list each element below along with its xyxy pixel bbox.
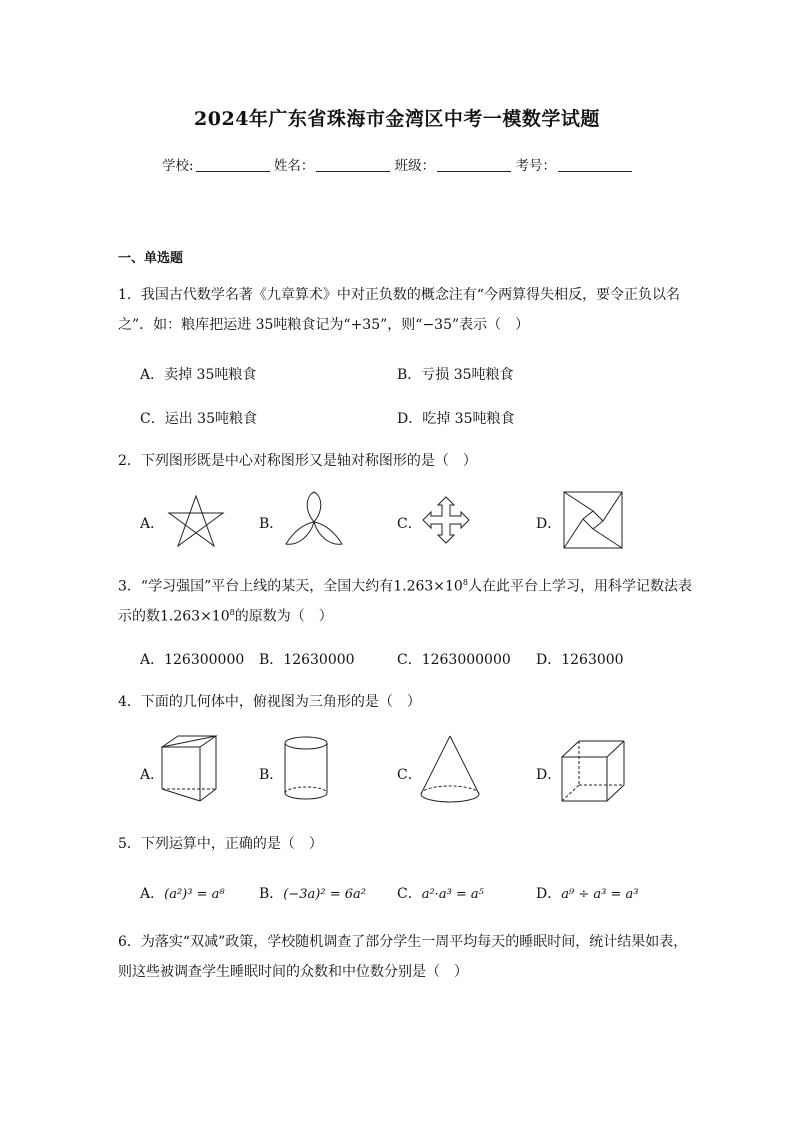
q2-option-a: A． — [140, 516, 165, 532]
q5-option-b: B．(−3a)² = 6a² — [259, 886, 366, 902]
cone-figure — [419, 734, 481, 806]
star-figure — [167, 494, 225, 548]
q4-option-a: A． — [140, 767, 165, 783]
cube-figure — [560, 739, 626, 803]
q5-option-d: D．a⁹ ÷ a³ = a³ — [536, 886, 639, 902]
q3-option-c: C．1263000000 — [397, 652, 511, 668]
q4-option-b: B． — [259, 767, 284, 783]
q6-line1: 6．为落实“双减”政策，学校随机调查了部分学生一周平均每天的睡眠时间，统计结果如表， — [118, 934, 688, 950]
student-info-line — [0, 154, 794, 174]
triangular-prism-figure — [160, 733, 218, 805]
q3-option-b: B．12630000 — [259, 652, 355, 668]
q5-a-expression: (a²)³ = a⁸ — [164, 887, 225, 902]
q5-d-expression: a⁹ ÷ a³ = a³ — [561, 887, 639, 902]
q1-option-c: C．运出 35吨粮食 — [140, 411, 257, 427]
cylinder-figure — [282, 735, 330, 803]
exam-no-blank[interactable] — [558, 158, 632, 172]
school-blank[interactable] — [196, 158, 270, 172]
four-arrow-figure — [422, 496, 470, 544]
q1-option-b: B．亏损 35吨粮食 — [397, 367, 514, 383]
q5-c-expression: a²·a³ = a⁵ — [421, 887, 484, 902]
section-heading: 一、单选题 — [118, 251, 184, 266]
q1-line2: 之”．如：粮库把运进 35吨粮食记为“+35”，则“−35”表示（ ） — [118, 317, 530, 333]
q2-option-b: B． — [259, 516, 284, 532]
q1-line1: 1．我国古代数学名著《九章算术》中对正负数的概念注有“今两算得失相反，要令正负以名 — [118, 287, 681, 303]
q4-stem: 4．下面的几何体中，俯视图为三角形的是（ ） — [118, 694, 421, 710]
q5-option-c: C．a²·a³ = a⁵ — [397, 886, 484, 902]
exam-no-label: 考号： — [515, 158, 556, 174]
q1-option-d: D．吃掉 35吨粮食 — [397, 411, 515, 427]
name-blank[interactable] — [316, 158, 390, 172]
pinwheel-square-figure — [563, 491, 623, 549]
q1-option-a: A．卖掉 35吨粮食 — [140, 367, 257, 383]
name-label: 姓名： — [273, 158, 315, 174]
q5-option-a: A．(a²)³ = a⁸ — [140, 886, 225, 902]
q2-option-d: D． — [536, 516, 562, 532]
q3-option-a: A．126300000 — [140, 652, 245, 668]
three-petal-figure — [284, 490, 344, 548]
q3-line2: 示的数$1.263\times 10^8$的原数为（ ） — [118, 608, 333, 625]
q2-option-c: C． — [397, 516, 422, 532]
school-label: 学校: — [162, 158, 194, 174]
q5-b-expression: (−3a)² = 6a² — [283, 887, 366, 902]
q2-stem: 2．下列图形既是中心对称图形又是轴对称图形的是（ ） — [118, 453, 477, 469]
q3-option-d: D．1263000 — [536, 652, 624, 668]
q5-stem: 5．下列运算中，正确的是（ ） — [118, 836, 323, 852]
q6-line2: 则这些被调查学生睡眠时间的众数和中位数分别是（ ） — [118, 964, 468, 980]
q3-line1: 3．“学习强国”平台上线的某天，全国大约有$1.263\times 10^8$人在此平台上学习，用科学记数法表 — [118, 578, 692, 595]
page-title: 2024年广东省珠海市金湾区中考一模数学试题 — [194, 108, 600, 130]
class-label: 班级： — [394, 158, 436, 174]
q4-option-c: C． — [397, 767, 422, 783]
class-blank[interactable] — [437, 158, 511, 172]
q4-option-d: D． — [536, 767, 562, 783]
